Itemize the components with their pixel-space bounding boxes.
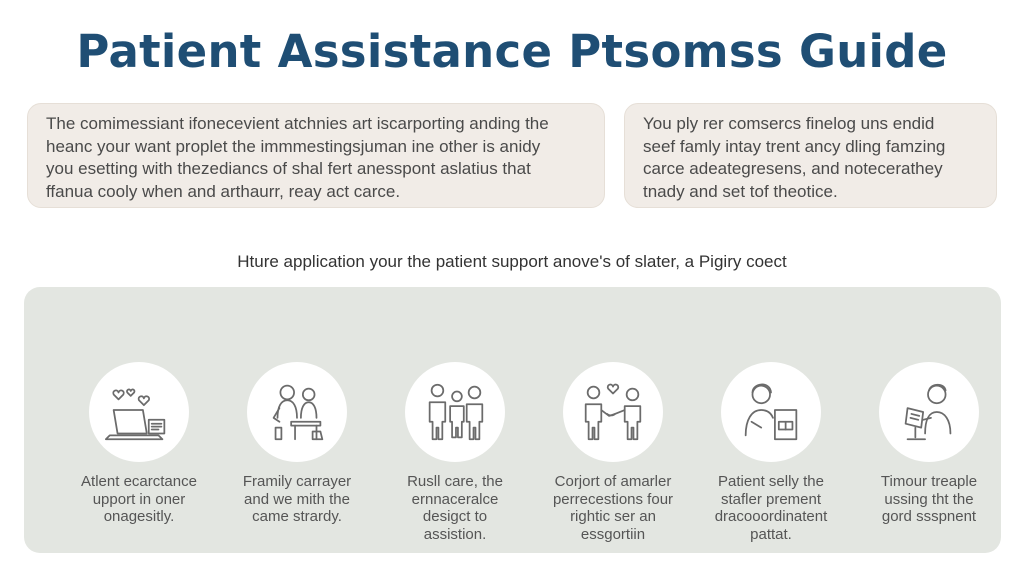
caption-line: and we mith the <box>244 490 350 508</box>
caption-line: ernnaceralce <box>411 490 499 508</box>
caption-line: essgortiin <box>580 525 646 543</box>
icon-circle <box>89 362 189 462</box>
caption-line: gord ssspnent <box>881 508 977 525</box>
intro-text-box-right <box>624 103 997 208</box>
support-card <box>59 362 219 526</box>
caption-line: ussing tht the <box>884 490 974 508</box>
caption-line: dracooordinatent <box>714 508 828 525</box>
intro-right-line: carce adeategresens, and notecerathey <box>643 159 943 178</box>
support-card <box>217 362 377 526</box>
card-caption <box>59 473 219 526</box>
caption-line: rightic ser an <box>570 508 656 525</box>
caption-line: Rusll care, the <box>407 473 503 490</box>
icon-circle <box>721 362 821 462</box>
caption-line: Patient selly the <box>718 473 824 490</box>
icon-circle <box>879 362 979 462</box>
caption-line: perrecestions four <box>552 490 674 508</box>
caption-line: onagesitly. <box>103 508 175 525</box>
card-caption <box>691 473 851 543</box>
intro-text-box-left <box>27 103 605 208</box>
caption-line: desigct to <box>422 508 488 525</box>
intro-left-line: The comimessiant ifonecevient atchnies art iscarporting anding the <box>46 114 549 133</box>
caption-line: assistion. <box>423 525 487 543</box>
intro-right-line: You ply rer comsercs finelog uns endid <box>643 114 935 133</box>
support-card <box>849 362 1009 526</box>
intro-left-line: heanc your want proplet the immmestingsjuman ine other is anidy <box>46 136 541 156</box>
card-caption <box>375 473 535 543</box>
caption-line: pattat. <box>750 525 792 543</box>
support-card <box>375 362 535 543</box>
intro-left-line: ffanua cooly when and arthaurr, reay act carce. <box>46 181 401 201</box>
caption-line: Timour treaple <box>880 473 978 490</box>
icon-circle <box>405 362 505 462</box>
family-caregiver-icon <box>258 373 336 451</box>
caption-line: stafler prement <box>720 490 822 508</box>
icon-circle <box>247 362 347 462</box>
caption-line: Framily carrayer <box>242 473 352 490</box>
section-subtitle: Hture application your the patient support anove's of slater, a Pigiry coect <box>237 252 787 271</box>
laptop-hearts-icon <box>100 373 178 451</box>
icon-circle <box>563 362 663 462</box>
support-card <box>533 362 693 543</box>
page-title: Patient Assistance Ptsomss Guide <box>76 25 948 78</box>
handshake-heart-icon <box>574 373 652 451</box>
intro-left-line: you esetting with thezediancs of shal fert anesspont aslatius that <box>46 159 531 178</box>
group-people-icon <box>416 373 494 451</box>
caption-line: Corjort of amarler <box>554 473 672 490</box>
support-types-panel <box>24 287 1001 553</box>
caption-line: Atlent ecarctance <box>81 473 197 490</box>
card-caption <box>533 473 693 543</box>
patient-document-icon <box>732 373 810 451</box>
caption-line: upport in oner <box>92 490 186 508</box>
caption-line: came strardy. <box>252 508 342 525</box>
person-reading-icon <box>890 373 968 451</box>
intro-right-line: seef famly intay trent ancy dling famzing <box>643 136 946 156</box>
card-caption <box>849 473 1009 526</box>
intro-right-line: tnady and set tof theotice. <box>643 181 838 201</box>
support-card <box>691 362 851 543</box>
card-caption <box>217 473 377 526</box>
